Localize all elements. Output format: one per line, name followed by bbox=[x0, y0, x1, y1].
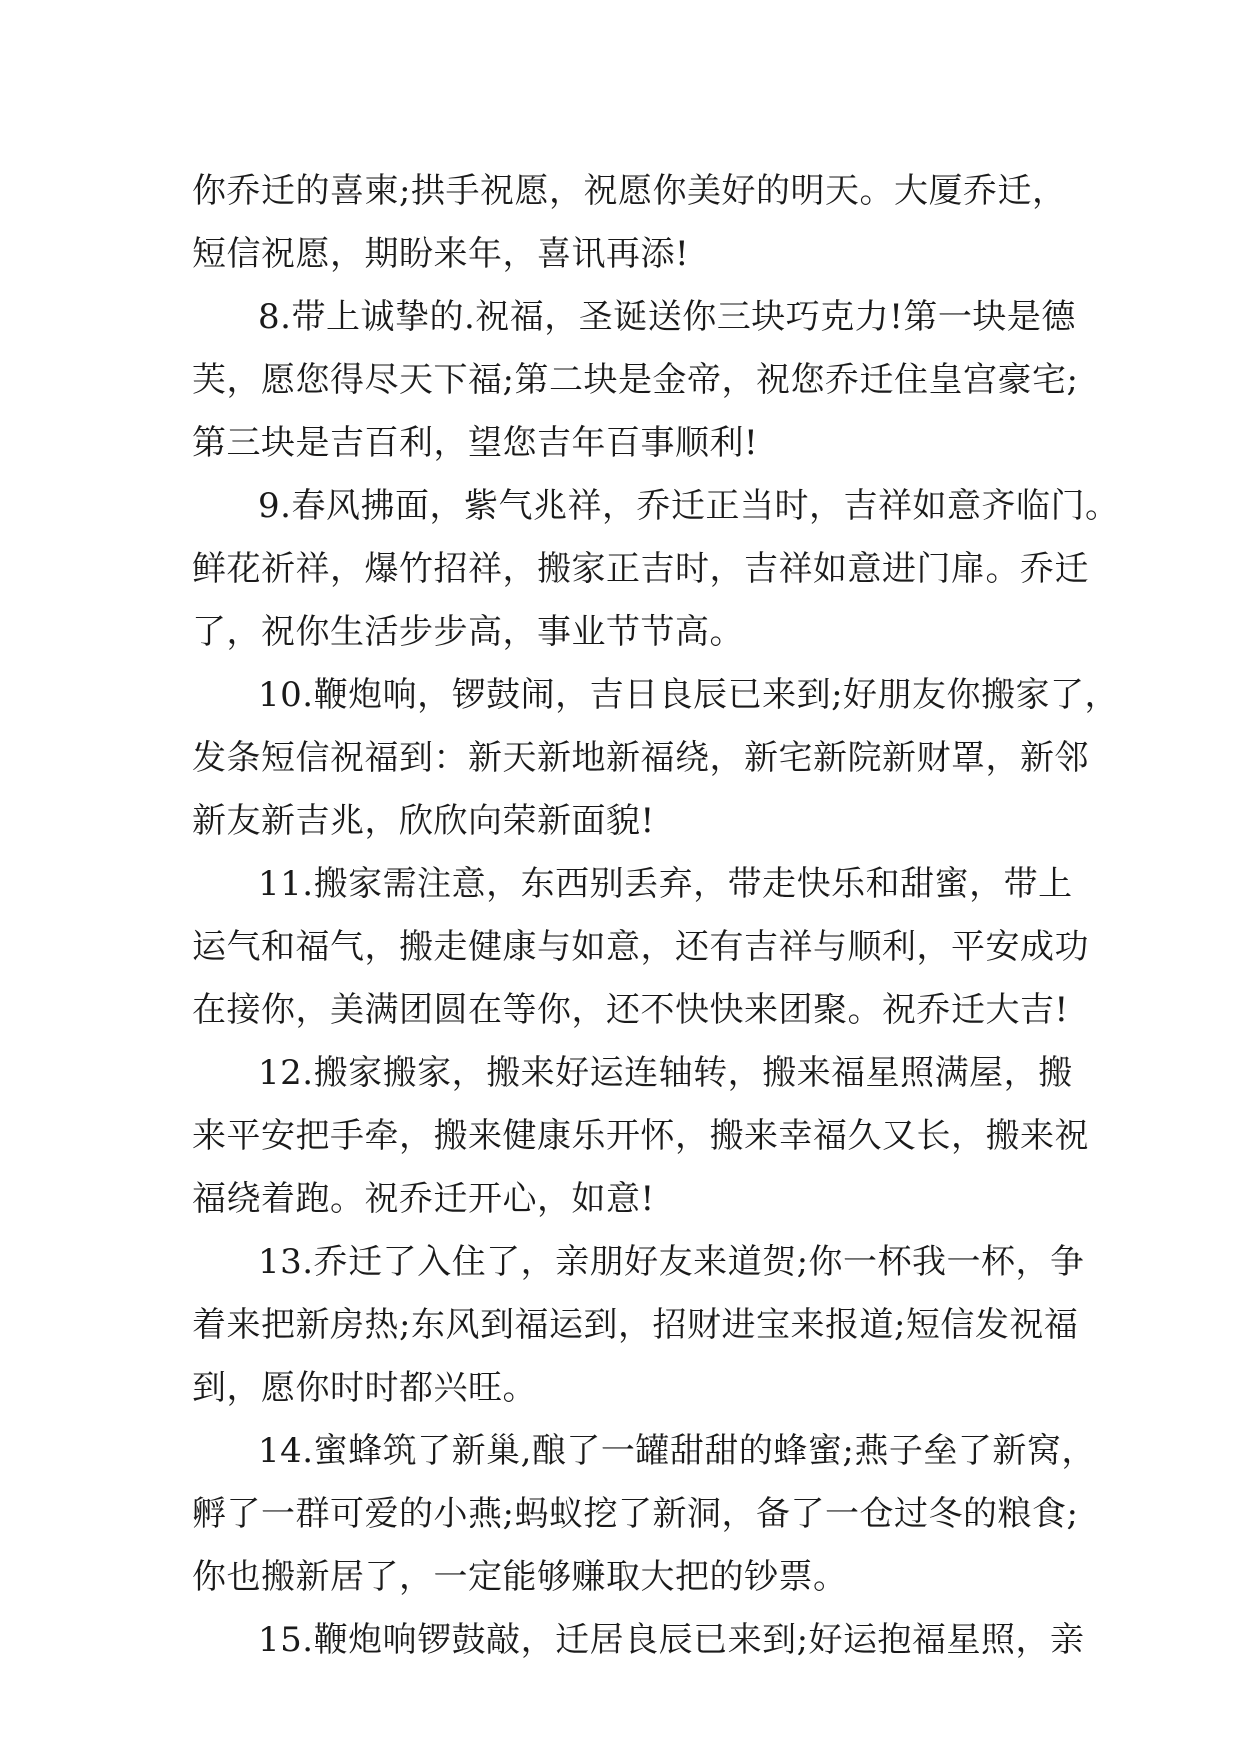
paragraph-line: 短信祝愿，期盼来年，喜讯再添! bbox=[192, 234, 690, 274]
paragraph-line: 第三块是吉百利，望您吉年百事顺利! bbox=[192, 423, 759, 463]
paragraph-first-line: 14.蜜蜂筑了新巢,酿了一罐甜甜的蜂蜜;燕子垒了新窝， bbox=[258, 1431, 1096, 1471]
paragraph-line: 在接你，美满团圆在等你，还不快快来团聚。祝乔迁大吉! bbox=[192, 990, 1069, 1030]
paragraph-line: 你也搬新居了，一定能够赚取大把的钞票。 bbox=[192, 1557, 848, 1597]
paragraph-line: 着来把新房热;东风到福运到，招财进宝来报道;短信发祝福 bbox=[192, 1305, 1079, 1345]
paragraph-first-line: 15.鞭炮响锣鼓敲，迁居良辰已来到;好运抱福星照，亲 bbox=[258, 1620, 1085, 1660]
paragraph-first-line: 8.带上诚挚的.祝福，圣诞送你三块巧克力!第一块是德 bbox=[258, 297, 1076, 337]
paragraph-line: 鲜花祈祥，爆竹招祥，搬家正吉时，吉祥如意进门扉。乔迁 bbox=[192, 549, 1089, 589]
paragraph-line: 福绕着跑。祝乔迁开心，如意! bbox=[192, 1179, 655, 1219]
paragraph-first-line: 10.鞭炮响，锣鼓闹，吉日良辰已来到;好朋友你搬家了， bbox=[258, 675, 1120, 715]
paragraph-line: 芙，愿您得尽天下福;第二块是金帝，祝您乔迁住皇宫豪宅; bbox=[192, 360, 1079, 400]
paragraph-first-line: 9.春风拂面，紫气兆祥，乔迁正当时，吉祥如意齐临门。 bbox=[258, 486, 1120, 526]
paragraph-line: 孵了一群可爱的小燕;蚂蚁挖了新洞，备了一仓过冬的粮食; bbox=[192, 1494, 1079, 1534]
paragraph-line: 了，祝你生活步步高，事业节节高。 bbox=[192, 612, 744, 652]
paragraph-line: 运气和福气，搬走健康与如意，还有吉祥与顺利，平安成功 bbox=[192, 927, 1089, 967]
paragraph-line: 来平安把手牵，搬来健康乐开怀，搬来幸福久又长，搬来祝 bbox=[192, 1116, 1089, 1156]
paragraph-line: 你乔迁的喜柬;拱手祝愿，祝愿你美好的明天。大厦乔迁， bbox=[192, 171, 1067, 211]
paragraph-first-line: 13.乔迁了入住了，亲朋好友来道贺;你一杯我一杯，争 bbox=[258, 1242, 1085, 1282]
paragraph-first-line: 11.搬家需注意，东西别丢弃，带走快乐和甜蜜，带上 bbox=[258, 864, 1073, 904]
paragraph-line: 到，愿你时时都兴旺。 bbox=[192, 1368, 537, 1408]
document-body bbox=[192, 160, 1120, 1672]
paragraph-line: 新友新吉兆，欣欣向荣新面貌! bbox=[192, 801, 655, 841]
paragraph-line: 发条短信祝福到：新天新地新福绕，新宅新院新财罩，新邻 bbox=[192, 738, 1089, 778]
paragraph-first-line: 12.搬家搬家，搬来好运连轴转，搬来福星照满屋，搬 bbox=[258, 1053, 1073, 1093]
